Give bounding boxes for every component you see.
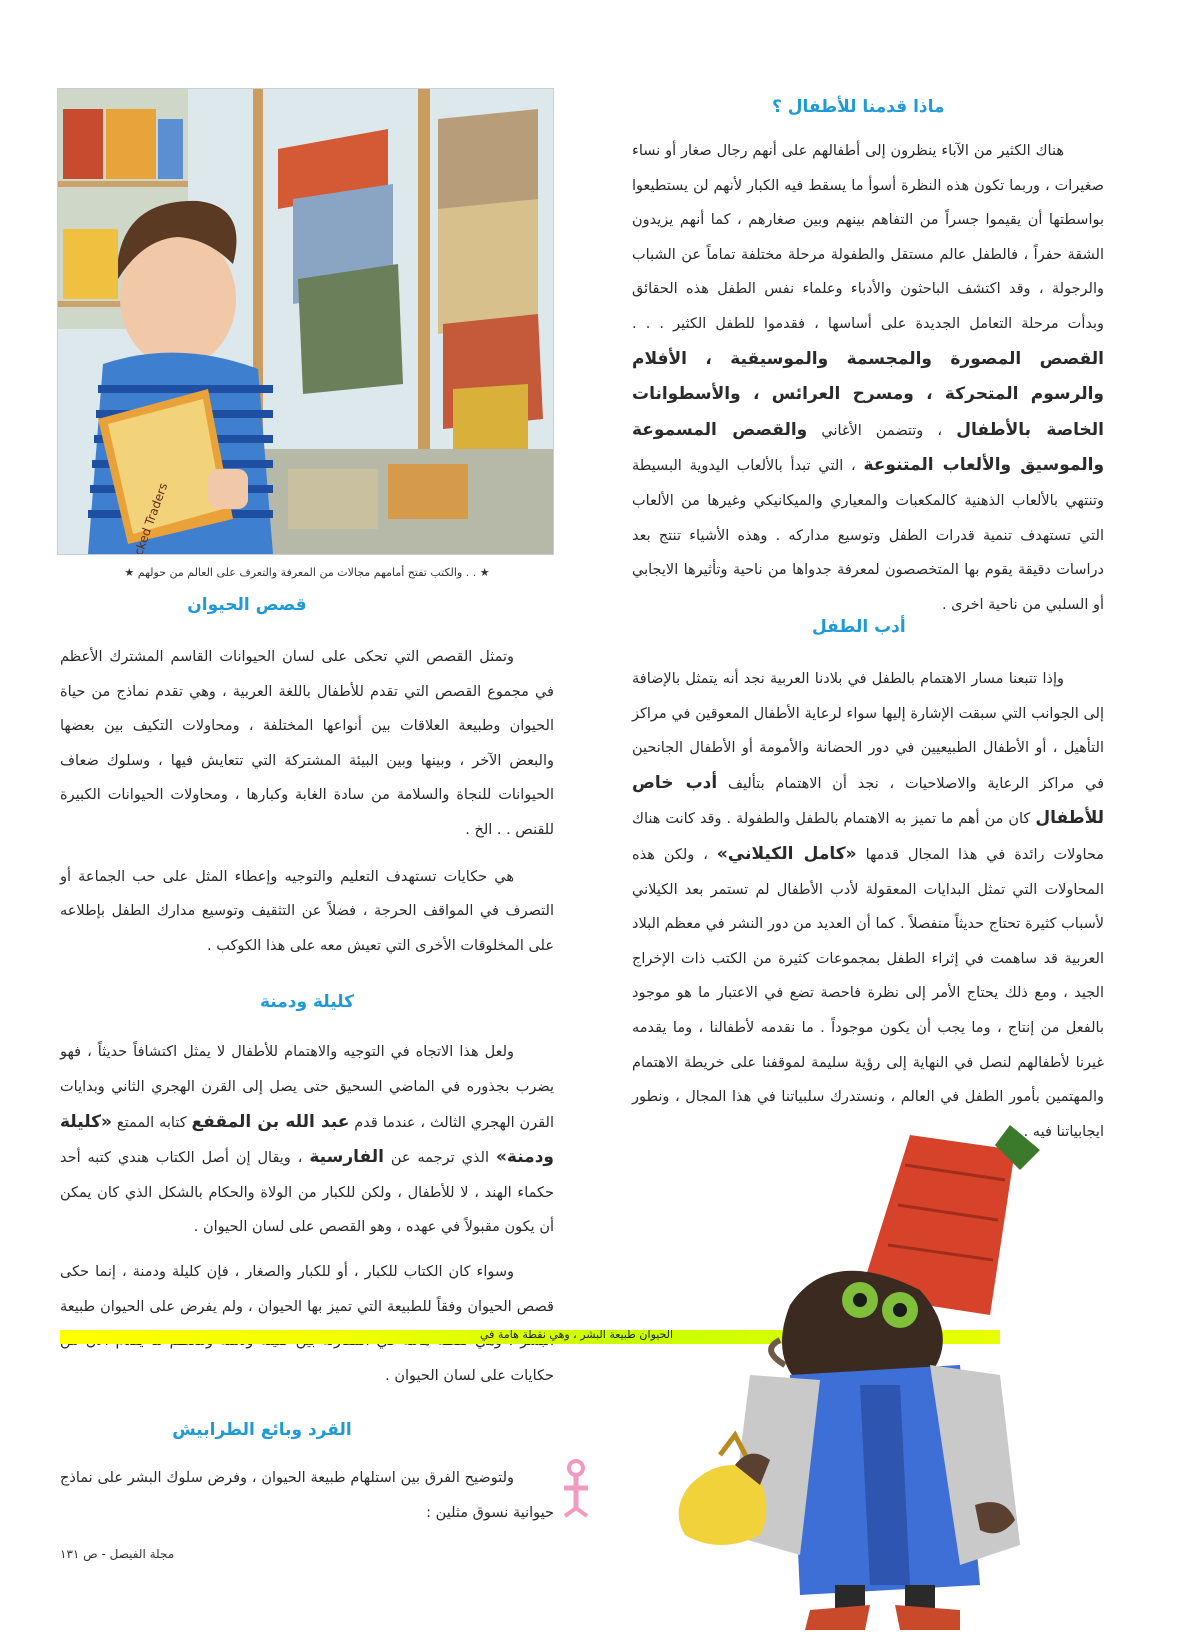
paragraph-kalila-dimna-2: وسواء كان الكتاب للكبار ، أو للكبار والصغار ، فإن كليلة ودمنة ، إنما حكى قصص الحيوان وفقاً للطبيعة التي تميز بها الحيوان ، ولم يفرض على الحيوان طبيعة حكايات على لسان الحيوان .: [60, 1263, 554, 1384]
paragraph-what-we-offered: هناك الكثير من الآباء ينظرون إلى أطفالهم على أنهم رجال صغار أو نساء صغيرات ، وربما تكون هذه النظرة أسوأ ما يسقط فيه الكبار لأنهم لن يستطيعوا بواسطتها أن يقيموا جسراً من التفاهم بينهم وبين صغارهم ، كما أنهم يزيدون الشقة حفراً ، فالطفل عالم مستقل والطفولة مرحلة مختلفة تماماً عن الشباب والرجولة ، وقد اكتشف الباحثون والأدباء وعلماء نفس الطفل هذه الحقائق وبدأت مرحلة التعامل الجديدة على أساسها ، فقدموا للطفل الكثير . . . القصص المصورة والمجسمة والموسيقية ، الأفلام والرسوم المتحركة ، ومسرح العرائس ، والأسطوانات الخاصة بالأطفال ، وتتضمن الأغاني والقصص المسموعة والموسيق والألعاب المتنوعة ، التي تبدأ بالألعاب اليدوية البسيطة وتنتهي بالألعاب الذهنية كالمكعبات والمعياري والميكانيكي وغيرها من الألعاب التي تستهدف تنمية قدرات الطفل وتوسيع مداركه . وهذه الأشياء تنتج بعد دراسات دقيقة يقوم بها المتخصصون لمعرفة جدواها من ناحية وتأثيرها الايجابي أو السلبي من ناحية اخرى .: [632, 143, 1105, 613]
page-footer: مجلة الفيصل - ص ١٣١: [60, 1547, 175, 1561]
heading-monkey-fez-seller: القرد وبائع الطرابيش: [172, 1420, 352, 1441]
paragraph-monkey-fez-seller: ولتوضيح الفرق بين استلهام طبيعة الحيوان ، وفرض سلوك البشر على نماذج حيوانية نسوق مثلين :: [60, 1470, 554, 1521]
paragraph-kalila-dimna-1: ولعل هذا الاتجاه في التوجيه والاهتمام للأطفال لا يمثل اكتشافاً حديثاً ، فهو يضرب بجذوره في الماضي السحيق حتى يصل إلى القرن الهجري الثاني وبدايات القرن الهجري الثالث ، عندما قدم عبد الله بن المقفع كتابه الممتع «كليلة ودمنة» الذي ترجمه عن الفارسية ، ويقال إن أصل الكتاب هندي كتبه أحد حكماء الهند ، لا للأطفال ، ولكن للكبار من الولاة والحكام بالشكل الذي كان يمكن أن يكون مقبولاً في عهده ، وهو القصص على لسان الحيوان .: [60, 1044, 554, 1236]
scan-artifact-text: الحيوان طبيعة البشر ، وهي نقطة هامة في: [480, 1330, 674, 1341]
paragraph-children-literature: وإذا تتبعنا مسار الاهتمام بالطفل في بلادنا العربية نجد أنه يتمثل بالإضافة إلى الجوانب التي سبقت الإشارة إليها سواء لرعاية الأطفال المعوقين في مراكز التأهيل ، أو الأطفال الطبيعيين في دور الحضانة والأمومة أو الأطفال الجانحين في مراكز الرعاية والاصلاحيات ، نجد أن الاهتمام بتأليف أدب خاص للأطفال كان من أهم ما تميز به الاهتمام بالطفل والطفولة . وقد كانت هناك محاولات رائدة في هذا المجال قدمها «كامل الكيلاني» ، ولكن هذه المحاولات التي تمثل البدايات المعقولة لأدب الأطفال لم تستمر بعد الكيلاني لأسباب كثيرة تحتاج حديثاً منفصلاً . كما أن العديد من دور النشر في معظم البلاد العربية قد ساهمت في إثراء الطفل بمجموعات كثيرة من الكتب ذات الإخراج الجيد ، ومع ذلك يحتاج الأمر إلى نظرة فاحصة تضع في الاعتبار ما هو موجود بالفعل من إنتاج ، وما يجب أن يكون موجوداً . ما نقدمه لأطفالنا ، وما يقدمه غيرنا لأطفالهم لنصل في النهاية إلى رؤية سليمة لموقفنا على خريطة الاهتمام والمهتمين بأمور الطفل في العالم ، ونستدرك سلبياتنا في هذا المجال ، ونطور ايجابياتنا فيه .: [632, 671, 1105, 1140]
pink-ornament-icon: [560, 1458, 592, 1518]
heading-children-literature: أدب الطفل: [812, 617, 906, 637]
heading-what-we-offered: ماذا قدمنا للأطفال ؟: [772, 97, 945, 117]
heading-animal-stories: قصص الحيوان: [187, 595, 307, 615]
paragraph-animal-stories-1: وتمثل القصص التي تحكى على لسان الحيوانات القاسم المشترك الأعظم في مجموع القصص التي تقدم للأطفال باللغة العربية ، وهي تقدم نماذج من حياة الحيوان وطبيعة العلاقات بين أنواعها المختلفة ، ومحاولات التكيف بين بعضها والبعض الآخر ، وبينها وبين البيئة المشتركة التي تتعايش فيها ، وسلوك ضعاف الحيوانات للنجاة والسلامة من سادة الغابة وكبارها ، ومحاولات الحيوانات الكبيرة للقنص . . الخ .: [60, 649, 554, 838]
left-column: [60, 590, 554, 1530]
heading-kalila-dimna: كليلة ودمنة: [260, 992, 354, 1013]
right-column: [632, 92, 1104, 622]
paragraph-animal-stories-2: هي حكايات تستهدف التعليم والتوجيه وإعطاء المثل على حب الجماعة أو التصرف في المواقف الحرجة ، فضلاً عن التثقيف وتوسيع مدارك الطفل بإطلاعه على المخلوقات الأخرى التي تعيش معه على هذا الكوكب .: [60, 868, 554, 954]
illustration-fez-seller: [660, 1125, 1090, 1630]
photo-caption: ★ . . والكتب تفتح أمامهم مجالات من المعرفة والتعرف على العالم من حولهم ★: [124, 566, 490, 579]
photo-child-bookshelf: [57, 88, 554, 555]
right-column-lower: [632, 612, 1104, 1149]
